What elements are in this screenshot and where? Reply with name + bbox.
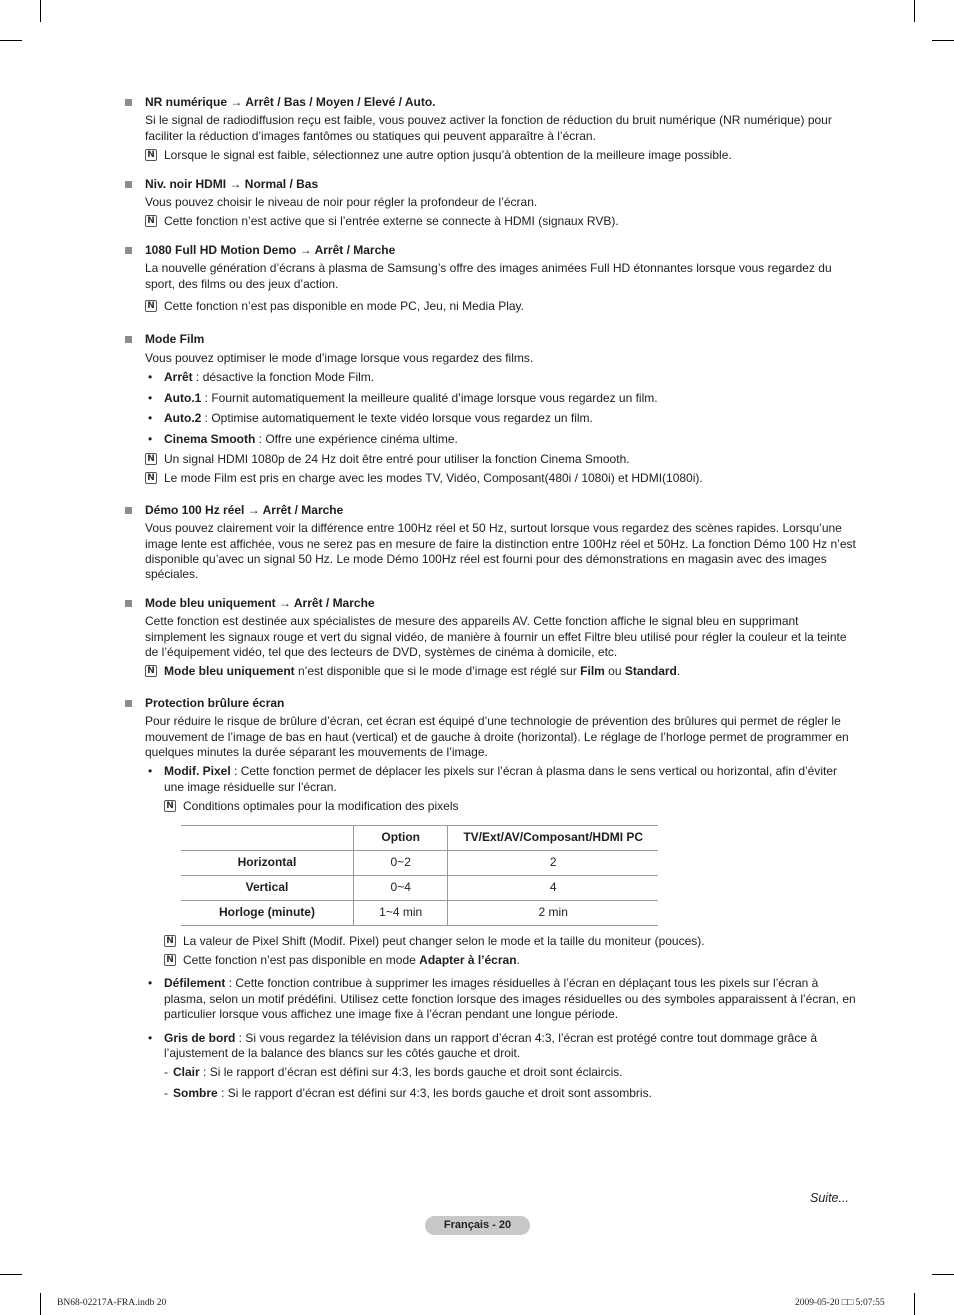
note-text: ou bbox=[604, 664, 625, 679]
crop-mark bbox=[0, 1274, 22, 1275]
list-item-term: Arrêt bbox=[164, 370, 193, 385]
list-item-term: Auto.1 bbox=[164, 390, 202, 405]
note-bold: Adapter à l’écran bbox=[419, 953, 517, 968]
note-icon: N bbox=[145, 453, 157, 465]
square-bullet-icon bbox=[125, 99, 132, 106]
crop-mark bbox=[40, 1293, 41, 1315]
note-text: Un signal HDMI 1080p de 24 Hz doit être entré pour utiliser la fonction Cinema Smooth. bbox=[164, 451, 630, 466]
section-title: Protection brûlure écran bbox=[145, 695, 285, 710]
square-bullet-icon bbox=[125, 336, 132, 343]
section-nr-numerique bbox=[125, 95, 858, 164]
note-icon: N bbox=[145, 472, 157, 484]
note-text: Le mode Film est pris en charge avec les modes TV, Vidéo, Composant(480i / 1080i) et HDMI(1080i). bbox=[164, 471, 703, 486]
note-text: n’est disponible que si le mode d’image est réglé sur bbox=[294, 664, 581, 679]
note-icon: N bbox=[164, 800, 176, 812]
crop-mark bbox=[914, 1293, 915, 1315]
note-icon: N bbox=[145, 300, 157, 312]
table-cell: 2 bbox=[448, 850, 658, 875]
table-cell: 2 min bbox=[448, 900, 658, 925]
square-bullet-icon bbox=[125, 600, 132, 607]
note-text: Cette fonction n’est pas disponible en mode bbox=[183, 953, 420, 968]
section-demo-100hz bbox=[125, 503, 858, 583]
section-title: Mode bleu uniquement → Arrêt / Marche bbox=[145, 595, 375, 610]
table-header-cell: TV/Ext/AV/Composant/HDMI PC bbox=[448, 825, 658, 850]
table-cell: 0~2 bbox=[353, 850, 447, 875]
dash-marker: - bbox=[164, 1065, 168, 1080]
list-item bbox=[145, 370, 858, 385]
sub-item-clair bbox=[164, 1065, 858, 1080]
section-protection-brulure bbox=[125, 696, 858, 1102]
note-text: Conditions optimales pour la modification des pixels bbox=[183, 799, 459, 814]
section-mode-bleu bbox=[125, 596, 858, 680]
list-item-gris-de-bord bbox=[145, 1031, 858, 1102]
note-text: Lorsque le signal est faible, sélectionnez une autre option jusqu’à obtention de la meilleure image possible. bbox=[164, 148, 732, 163]
table-row-header: Horizontal bbox=[181, 850, 353, 875]
square-bullet-icon bbox=[125, 507, 132, 514]
footer-timestamp: 2009-05-20 □□ 5:07:55 bbox=[795, 1298, 885, 1308]
sub-item-sombre bbox=[164, 1086, 858, 1101]
list-item-term: Défilement bbox=[164, 976, 226, 991]
section-title: Démo 100 Hz réel → Arrêt / Marche bbox=[145, 502, 344, 517]
note-bold: Standard bbox=[624, 664, 677, 679]
note bbox=[145, 452, 858, 467]
section-text: Vous pouvez clairement voir la différence entre 100Hz réel et 50 Hz, surtout lorsque vous regardez des scènes rapides. Lorsqu’une image lente est affichée, vous ne serez pas en mesure de faire la distinction entre 100Hz réel et 50Hz. La fonction Démo 100 Hz n’est disponible qu’avec un signal 50 Hz. Le mode Démo 100Hz réel est fourni pour des démonstrations en magasin avec des images spéciales. bbox=[145, 521, 856, 582]
square-bullet-icon bbox=[125, 700, 132, 707]
list-item-term: Auto.2 bbox=[164, 411, 202, 426]
bullet-dot: • bbox=[148, 764, 153, 779]
bullet-dot: • bbox=[148, 411, 153, 426]
table-row bbox=[181, 875, 658, 900]
bullet-dot: • bbox=[148, 976, 153, 991]
list-item-term: Cinema Smooth bbox=[164, 431, 256, 446]
note-icon: N bbox=[145, 665, 157, 677]
sub-item-term: Clair bbox=[173, 1065, 200, 1080]
table-cell: 1~4 min bbox=[353, 900, 447, 925]
crop-mark bbox=[0, 40, 22, 41]
crop-mark bbox=[932, 40, 954, 41]
list-item-desc: : Si vous regardez la télévision dans un rapport d’écran 4:3, l’écran est protégé contre tout dommage grâce à l’ajustement de la balance des blancs sur les côtés gauche et droit. bbox=[164, 1030, 818, 1061]
table-row bbox=[181, 900, 658, 925]
table-header-row bbox=[181, 825, 658, 850]
list-item bbox=[145, 391, 858, 406]
note-text: Cette fonction n’est active que si l’entrée externe se connecte à HDMI (signaux RVB). bbox=[164, 214, 619, 229]
note-text: . bbox=[516, 953, 520, 968]
list-item-desc: : Cette fonction contribue à supprimer les images résiduelles à l’écran en déplaçant tous les pixels sur l’écran à plasma, selon un motif prédéfini. Utilisez cette fonction lorsque des images résiduelles ou des symboles apparaissent à l’écran, en particulier lorsque vous affichez une image fixe à l’écran pendant une longue période. bbox=[164, 976, 856, 1022]
list-item-term: Gris de bord bbox=[164, 1030, 236, 1045]
sub-item-term: Sombre bbox=[173, 1085, 218, 1100]
section-title: NR numérique → Arrêt / Bas / Moyen / Elevé / Auto. bbox=[145, 95, 436, 109]
section-niv-noir-hdmi bbox=[125, 177, 858, 230]
note-icon: N bbox=[145, 215, 157, 227]
note bbox=[164, 799, 858, 814]
section-text: Si le signal de radiodiffusion reçu est faible, vous pouvez activer la fonction de réduction du bruit numérique (NR numérique) pour faciliter la réduction d’images fantômes ou statiques qui peuvent apparaître à l’écran. bbox=[145, 113, 832, 143]
note bbox=[145, 214, 858, 229]
dash-marker: - bbox=[164, 1085, 168, 1100]
square-bullet-icon bbox=[125, 181, 132, 188]
footer-file-info: BN68-02217A-FRA.indb 20 bbox=[57, 1298, 167, 1308]
note-bold: Film bbox=[580, 664, 605, 679]
note bbox=[145, 471, 858, 486]
list-item-desc: : Fournit automatiquement la meilleure qualité d’image lorsque vous regardez un film. bbox=[201, 390, 658, 405]
section-text: Cette fonction est destinée aux spécialistes de mesure des appareils AV. Cette fonction affiche le signal bleu en supprimant simplement les signaux rouge et vert du signal vidéo, de manière à fournir un effet Filtre bleu utilisé pour régler la couleur et la teinte de l’équipement vidéo, tel que des lecteurs de DVD, systèmes de cinéma à domicile, etc. bbox=[145, 614, 847, 659]
note-text: . bbox=[676, 664, 681, 679]
list-item-term: Modif. Pixel bbox=[164, 764, 231, 779]
list-item-desc: : désactive la fonction Mode Film. bbox=[192, 370, 375, 385]
square-bullet-icon bbox=[125, 247, 132, 254]
list-item-desc: : Optimise automatiquement le texte vidéo lorsque vous regardez un film. bbox=[201, 411, 593, 426]
note-icon: N bbox=[164, 935, 176, 947]
list-item bbox=[145, 411, 858, 426]
crop-mark bbox=[932, 1274, 954, 1275]
page-number-badge: Français - 20 bbox=[425, 1216, 530, 1235]
note-text: La valeur de Pixel Shift (Modif. Pixel) peut changer selon le mode et la taille du moniteur (pouces). bbox=[183, 933, 705, 948]
section-mode-film bbox=[125, 332, 858, 486]
sub-item-desc: : Si le rapport d’écran est défini sur 4:3, les bords gauche et droit sont éclaircis. bbox=[199, 1065, 623, 1080]
note bbox=[164, 934, 858, 949]
section-motion-demo bbox=[125, 243, 858, 315]
note-text: Cette fonction n’est pas disponible en mode PC, Jeu, ni Media Play. bbox=[164, 299, 524, 314]
crop-mark bbox=[40, 0, 41, 22]
table-row-header: Horloge (minute) bbox=[181, 900, 353, 925]
table-header-cell: Option bbox=[353, 825, 447, 850]
list-item-desc: : Cette fonction permet de déplacer les pixels sur l’écran à plasma dans le sens vertical ou horizontal, afin d’éviter une image résiduelle sur l’écran. bbox=[164, 764, 837, 794]
list-item-desc: : Offre une expérience cinéma ultime. bbox=[255, 431, 458, 446]
table-header-cell bbox=[181, 825, 353, 850]
note bbox=[145, 299, 858, 314]
list-item-modif-pixel bbox=[145, 764, 858, 968]
table-row bbox=[181, 850, 658, 875]
note-icon: N bbox=[164, 954, 176, 966]
section-text: La nouvelle génération d’écrans à plasma de Samsung’s offre des images animées Full HD étonnantes lorsque vous regardez du sport, des films ou des jeux d’action. bbox=[145, 261, 832, 291]
bullet-dot: • bbox=[148, 1030, 153, 1045]
note-icon: N bbox=[145, 149, 157, 161]
section-title: Niv. noir HDMI → Normal / Bas bbox=[145, 176, 319, 191]
list-item-defilement bbox=[145, 976, 858, 1022]
section-title: Mode Film bbox=[145, 332, 205, 347]
sub-item-desc: : Si le rapport d’écran est défini sur 4:3, les bords gauche et droit sont assombris. bbox=[217, 1085, 652, 1100]
table-cell: 4 bbox=[448, 875, 658, 900]
crop-mark bbox=[914, 0, 915, 22]
continued-label: Suite... bbox=[810, 1191, 849, 1205]
table-row-header: Vertical bbox=[181, 875, 353, 900]
note-bold: Mode bleu uniquement bbox=[164, 664, 295, 679]
bullet-dot: • bbox=[148, 431, 153, 446]
table-cell: 0~4 bbox=[353, 875, 447, 900]
bullet-dot: • bbox=[148, 390, 153, 405]
section-text: Pour réduire le risque de brûlure d’écran, cet écran est équipé d’une technologie de prévention des brûlures qui permet de régler le mouvement de l’image de bas en haut (vertical) et de gauche à droite (horizontal). Le réglage de l’horloge permet de programmer en quelques minutes la durée séparant les mouvements de l’image. bbox=[145, 714, 849, 759]
bullet-dot: • bbox=[148, 370, 153, 385]
section-text: Vous pouvez choisir le niveau de noir pour régler la profondeur de l’écran. bbox=[145, 195, 538, 210]
list-item bbox=[145, 432, 858, 447]
note bbox=[145, 148, 858, 163]
page-content bbox=[125, 95, 858, 1114]
section-title: 1080 Full HD Motion Demo → Arrêt / Marche bbox=[145, 242, 396, 257]
pixel-table bbox=[181, 825, 658, 926]
section-text: Vous pouvez optimiser le mode d’image lorsque vous regardez des films. bbox=[145, 350, 534, 365]
note bbox=[164, 953, 858, 968]
note bbox=[145, 664, 858, 679]
